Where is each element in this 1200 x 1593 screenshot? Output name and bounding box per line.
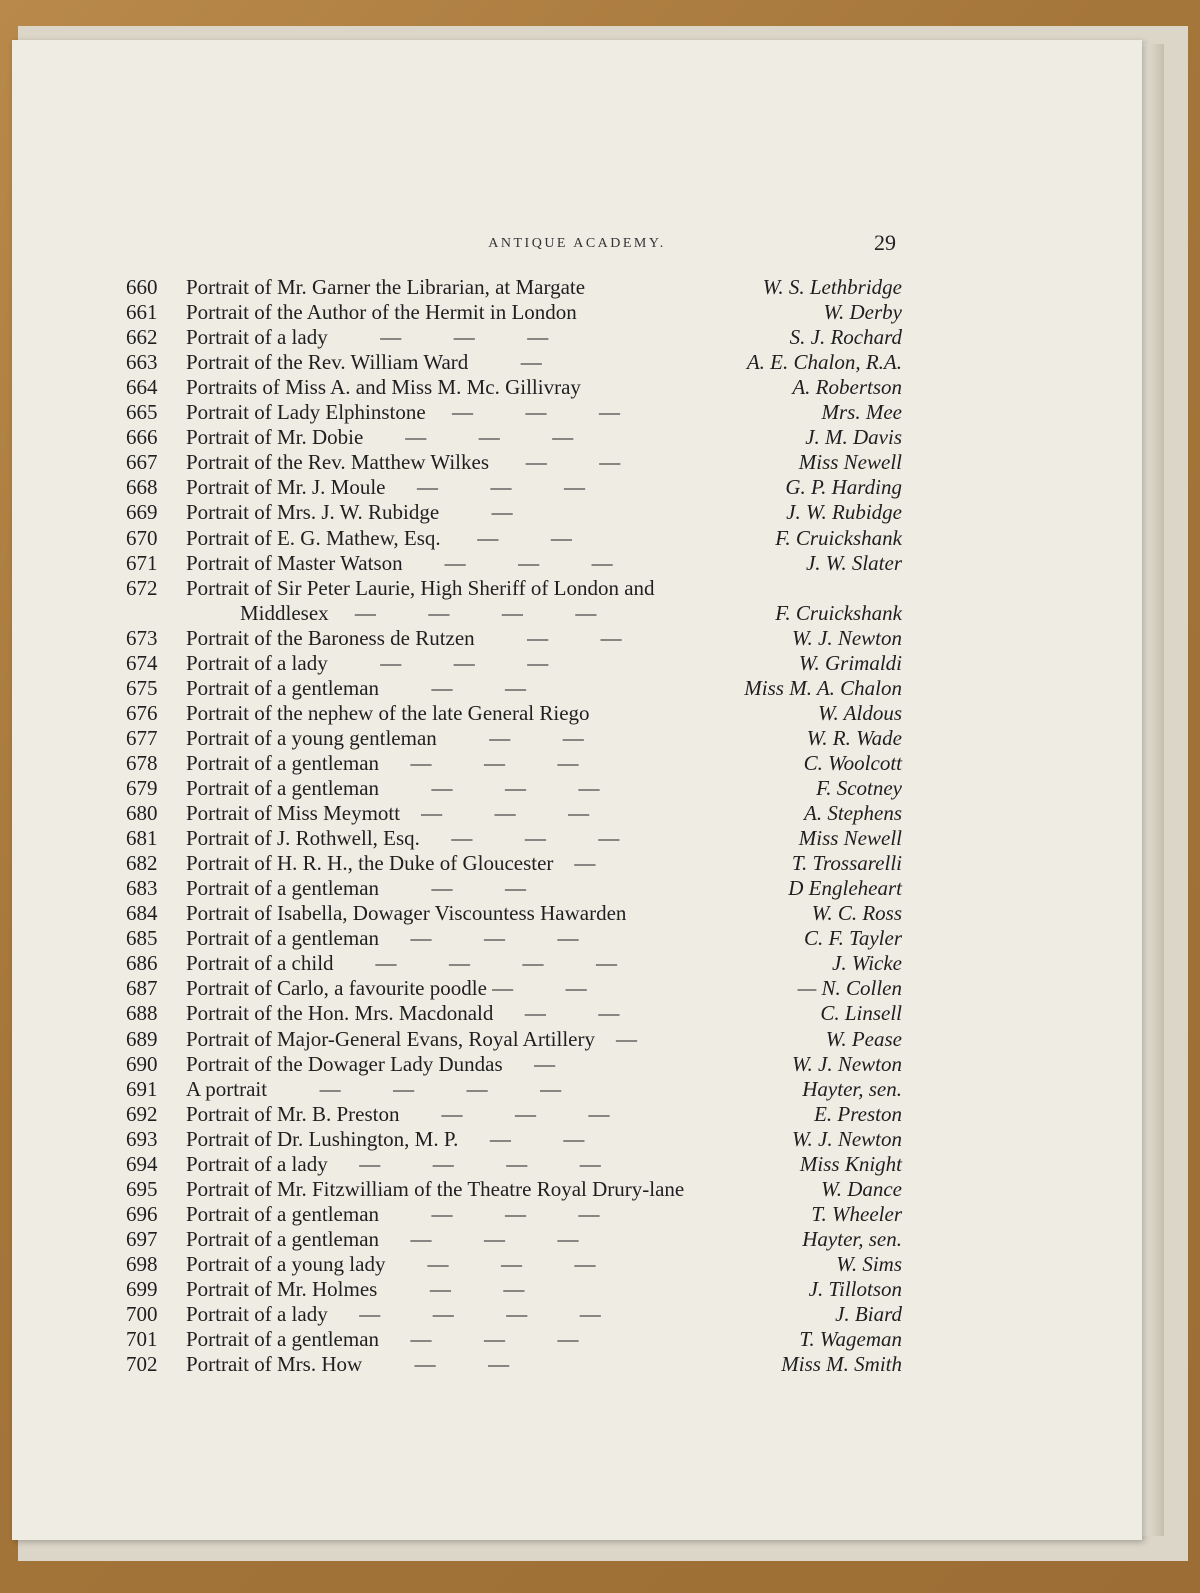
catalogue-entry: [12, 1126, 1142, 1152]
entry-artist: C. Woolcott: [803, 750, 902, 775]
entry-number: 667: [126, 450, 158, 475]
catalogue-entry: [12, 625, 1142, 651]
entry-number: 698: [126, 1251, 158, 1276]
entry-number: 685: [126, 926, 158, 951]
entry-title: Portrait of the Rev. Matthew Wilkes — —: [186, 450, 621, 475]
catalogue-entry: [12, 349, 1142, 375]
catalogue-entry: [12, 1301, 1142, 1327]
catalogue-entry: [12, 1326, 1142, 1352]
entry-title: Portrait of a gentleman — — —: [186, 926, 579, 951]
entry-number: 666: [126, 425, 158, 450]
entry-title: Portrait of Mr. Garner the Librarian, at Margate: [186, 275, 586, 299]
entry-title: Portrait of a young gentleman — —: [186, 725, 584, 750]
entry-title: Portrait of Sir Peter Laurie, High Sheriff of London and: [186, 575, 655, 600]
catalogue-entry: [12, 950, 1142, 976]
entry-title: Portrait of the Rev. William Ward —: [186, 350, 542, 375]
catalogue-entry: [12, 800, 1142, 826]
entry-artist: A. Stephens: [804, 801, 902, 826]
entry-title: Portrait of Isabella, Dowager Viscountess Hawarden: [186, 901, 627, 926]
entry-artist: W. R. Wade: [806, 725, 902, 750]
entry-number: 690: [126, 1051, 158, 1076]
entry-title: Portrait of a gentleman — — —: [186, 750, 579, 775]
entry-number: 686: [126, 951, 158, 976]
entry-number: 687: [126, 976, 158, 1001]
catalogue-entry: [12, 700, 1142, 726]
catalogue-entry: [12, 1226, 1142, 1252]
entry-number: 678: [126, 750, 158, 775]
catalogue-entry: [12, 399, 1142, 425]
entry-artist: S. J. Rochard: [789, 325, 902, 350]
catalogue-entry: [12, 825, 1142, 851]
entry-title: Portrait of a gentleman — —: [186, 675, 527, 700]
catalogue-entry: [12, 975, 1142, 1001]
catalogue-entry: [12, 900, 1142, 926]
catalogue-entry: [12, 1000, 1142, 1026]
entry-artist: Miss M. Smith: [781, 1352, 902, 1377]
entry-artist: W. Dance: [821, 1176, 902, 1201]
entry-number: 693: [126, 1126, 158, 1151]
entry-title: Portrait of Lady Elphinstone — — —: [186, 400, 620, 425]
entry-artist: J. M. Davis: [805, 425, 902, 450]
entry-number: 694: [126, 1151, 158, 1176]
entry-title: Portrait of Miss Meymott — — —: [186, 801, 590, 826]
entry-artist: W. Aldous: [817, 700, 902, 725]
entry-number: 665: [126, 400, 158, 425]
catalogue-entry: [12, 274, 1142, 300]
entry-number: 663: [126, 350, 158, 375]
entry-artist: — N. Collen: [797, 976, 902, 1001]
catalogue-entry: [12, 850, 1142, 876]
entry-title: Portrait of a lady — — —: [186, 325, 549, 350]
entry-number: 674: [126, 650, 158, 675]
catalogue-entry: [12, 675, 1142, 701]
entry-title: Portraits of Miss A. and Miss M. Mc. Gillivray: [186, 375, 581, 400]
entry-title: Portrait of J. Rothwell, Esq. — — —: [186, 826, 620, 851]
entry-artist: C. Linsell: [820, 1001, 902, 1026]
entry-number: 680: [126, 801, 158, 826]
entry-artist: Hayter, sen.: [802, 1226, 902, 1251]
catalogue-entry: [12, 324, 1142, 350]
entry-artist: D Engleheart: [788, 876, 902, 901]
entry-artist: Miss M. A. Chalon: [744, 675, 902, 700]
entry-title: Portrait of a child — — — —: [186, 951, 618, 976]
entry-title: Portrait of a gentleman — — —: [186, 1327, 579, 1352]
entry-artist: W. C. Ross: [811, 901, 902, 926]
entry-title: Portrait of Mrs. How — —: [186, 1352, 510, 1377]
book-page: [12, 40, 1142, 1540]
entry-artist: Hayter, sen.: [802, 1076, 902, 1101]
entry-number: 701: [126, 1327, 158, 1352]
page-edges: [1142, 44, 1164, 1536]
entry-number: 673: [126, 625, 158, 650]
entry-title: Portrait of a lady — — — —: [186, 1302, 601, 1327]
entry-number: 697: [126, 1226, 158, 1251]
entry-title: Portrait of the Dowager Lady Dundas —: [186, 1051, 556, 1076]
entry-number: 669: [126, 500, 158, 525]
catalogue-entry: [12, 1026, 1142, 1052]
catalogue-entry: [12, 775, 1142, 801]
entry-artist: W. J. Newton: [791, 1126, 902, 1151]
entry-artist: A. E. Chalon, R.A.: [746, 350, 902, 375]
catalogue-entry: [12, 750, 1142, 776]
entry-number: 676: [126, 700, 158, 725]
entry-artist: F. Cruickshank: [775, 600, 902, 625]
entry-artist: T. Trossarelli: [791, 851, 902, 876]
entry-artist: J. Biard: [835, 1302, 902, 1327]
catalogue-entry: [12, 1351, 1142, 1377]
catalogue-entry: [12, 925, 1142, 951]
entry-title: Portrait of Mr. J. Moule — — —: [186, 475, 585, 500]
entry-title: Portrait of the Baroness de Rutzen — —: [186, 625, 622, 650]
entry-artist: Miss Knight: [799, 1151, 902, 1176]
entry-artist: C. F. Tayler: [803, 926, 902, 951]
catalogue-entry: [12, 449, 1142, 475]
catalogue-entry: [12, 1251, 1142, 1277]
catalogue-entry: [12, 474, 1142, 500]
entry-artist: W. J. Newton: [791, 1051, 902, 1076]
entry-number: 679: [126, 776, 158, 800]
entry-number: 702: [126, 1352, 158, 1377]
entry-artist: T. Wageman: [799, 1327, 902, 1352]
entry-number: 660: [126, 275, 158, 299]
catalogue-entry: [12, 299, 1142, 325]
entry-number: 675: [126, 675, 158, 700]
entry-number: 661: [126, 300, 158, 325]
running-title: ANTIQUE ACADEMY.: [488, 236, 666, 251]
entry-number: 682: [126, 851, 158, 876]
catalogue-entry: [12, 550, 1142, 576]
entry-title: Portrait of a lady — — —: [186, 650, 549, 675]
entry-artist: G. P. Harding: [785, 475, 902, 500]
entry-title: Portrait of Mr. Holmes — —: [186, 1277, 525, 1301]
entry-title: Portrait of H. R. H., the Duke of Gloucester —: [186, 851, 596, 876]
catalogue-entry: [12, 1076, 1142, 1102]
catalogue-entry: [12, 1101, 1142, 1127]
entry-number: 681: [126, 826, 158, 851]
entry-title: Portrait of the nephew of the late General Riego: [186, 700, 590, 725]
catalogue-entry: [12, 374, 1142, 400]
entry-artist: J. W. Slater: [805, 550, 902, 575]
page-number: 29: [874, 230, 896, 255]
entry-title: Portrait of the Hon. Mrs. Macdonald — —: [186, 1001, 620, 1026]
entry-artist: J. Tillotson: [808, 1277, 902, 1301]
entry-number: 696: [126, 1201, 158, 1226]
entry-title: Portrait of Mrs. J. W. Rubidge —: [186, 500, 513, 525]
entry-number: 691: [126, 1076, 158, 1101]
entry-artist: W. Sims: [836, 1251, 902, 1276]
catalogue-entry: [12, 525, 1142, 551]
catalogue-entry: [12, 1151, 1142, 1177]
catalogue-entry: [12, 1276, 1142, 1302]
entry-title: Middlesex — — — —: [240, 600, 597, 625]
entry-title: Portrait of Major-General Evans, Royal Artillery —: [186, 1026, 637, 1051]
entry-artist: W. J. Newton: [791, 625, 902, 650]
catalogue-entry: [12, 424, 1142, 450]
entry-number: 695: [126, 1176, 158, 1201]
entry-number: 672: [126, 575, 158, 600]
entry-number: 662: [126, 325, 158, 350]
entry-artist: T. Wheeler: [811, 1201, 902, 1226]
entry-number: 684: [126, 901, 158, 926]
entry-title: Portrait of a young lady — — —: [186, 1251, 596, 1276]
entry-number: 692: [126, 1101, 158, 1126]
entry-title: Portrait of a gentleman — — —: [186, 1201, 600, 1226]
catalogue-entry: [12, 1201, 1142, 1227]
entry-title: A portrait — — — —: [186, 1076, 562, 1101]
entry-title: Portrait of a gentleman — — —: [186, 776, 600, 800]
entry-title: Portrait of a gentleman — —: [186, 876, 527, 901]
entry-artist: Mrs. Mee: [821, 400, 902, 425]
entry-number: 700: [126, 1302, 158, 1327]
entry-title: Portrait of Master Watson — — —: [186, 550, 613, 575]
catalogue-entry: [12, 1051, 1142, 1077]
entry-artist: J. W. Rubidge: [786, 500, 902, 525]
entry-title: Portrait of a gentleman — — —: [186, 1226, 579, 1251]
entry-number: 668: [126, 475, 158, 500]
entry-artist: F. Cruickshank: [775, 525, 902, 550]
entry-title: Portrait of a lady — — — —: [186, 1151, 601, 1176]
entry-artist: W. Derby: [823, 300, 902, 325]
catalogue-entry: [12, 499, 1142, 525]
entry-number: 683: [126, 876, 158, 901]
entry-title: Portrait of E. G. Mathew, Esq. — —: [186, 525, 572, 550]
catalogue-entry: [12, 600, 1142, 626]
entry-artist: Miss Newell: [798, 450, 902, 475]
catalogue-entry: [12, 650, 1142, 676]
entry-artist: A. Robertson: [792, 375, 902, 400]
entry-title: Portrait of Mr. Dobie — — —: [186, 425, 574, 450]
entry-artist: W. S. Lethbridge: [762, 275, 902, 299]
entry-number: 670: [126, 525, 158, 550]
entry-title: Portrait of Carlo, a favourite poodle — —: [186, 976, 587, 1001]
entry-number: 689: [126, 1026, 158, 1051]
entry-title: Portrait of Mr. Fitzwilliam of the Theatre Royal Drury-lane: [186, 1176, 685, 1201]
entry-artist: W. Pease: [825, 1026, 902, 1051]
entry-title: Portrait of Mr. B. Preston — — —: [186, 1101, 610, 1126]
entry-title: Portrait of Dr. Lushington, M. P. — —: [186, 1126, 585, 1151]
entry-number: 677: [126, 725, 158, 750]
entry-artist: F. Scotney: [816, 776, 902, 800]
entry-number: 671: [126, 550, 158, 575]
entry-artist: Miss Newell: [798, 826, 902, 851]
entry-artist: W. Grimaldi: [798, 650, 902, 675]
catalogue-entry: [12, 725, 1142, 751]
entry-number: 699: [126, 1277, 158, 1301]
catalogue-entry: [12, 875, 1142, 901]
entry-artist: J. Wicke: [832, 951, 902, 976]
entry-artist: E. Preston: [814, 1101, 902, 1126]
entry-number: 664: [126, 375, 158, 400]
entry-title: Portrait of the Author of the Hermit in London: [186, 300, 577, 325]
catalogue-entry: [12, 575, 1142, 601]
catalogue-entry: [12, 1176, 1142, 1202]
entry-number: 688: [126, 1001, 158, 1026]
